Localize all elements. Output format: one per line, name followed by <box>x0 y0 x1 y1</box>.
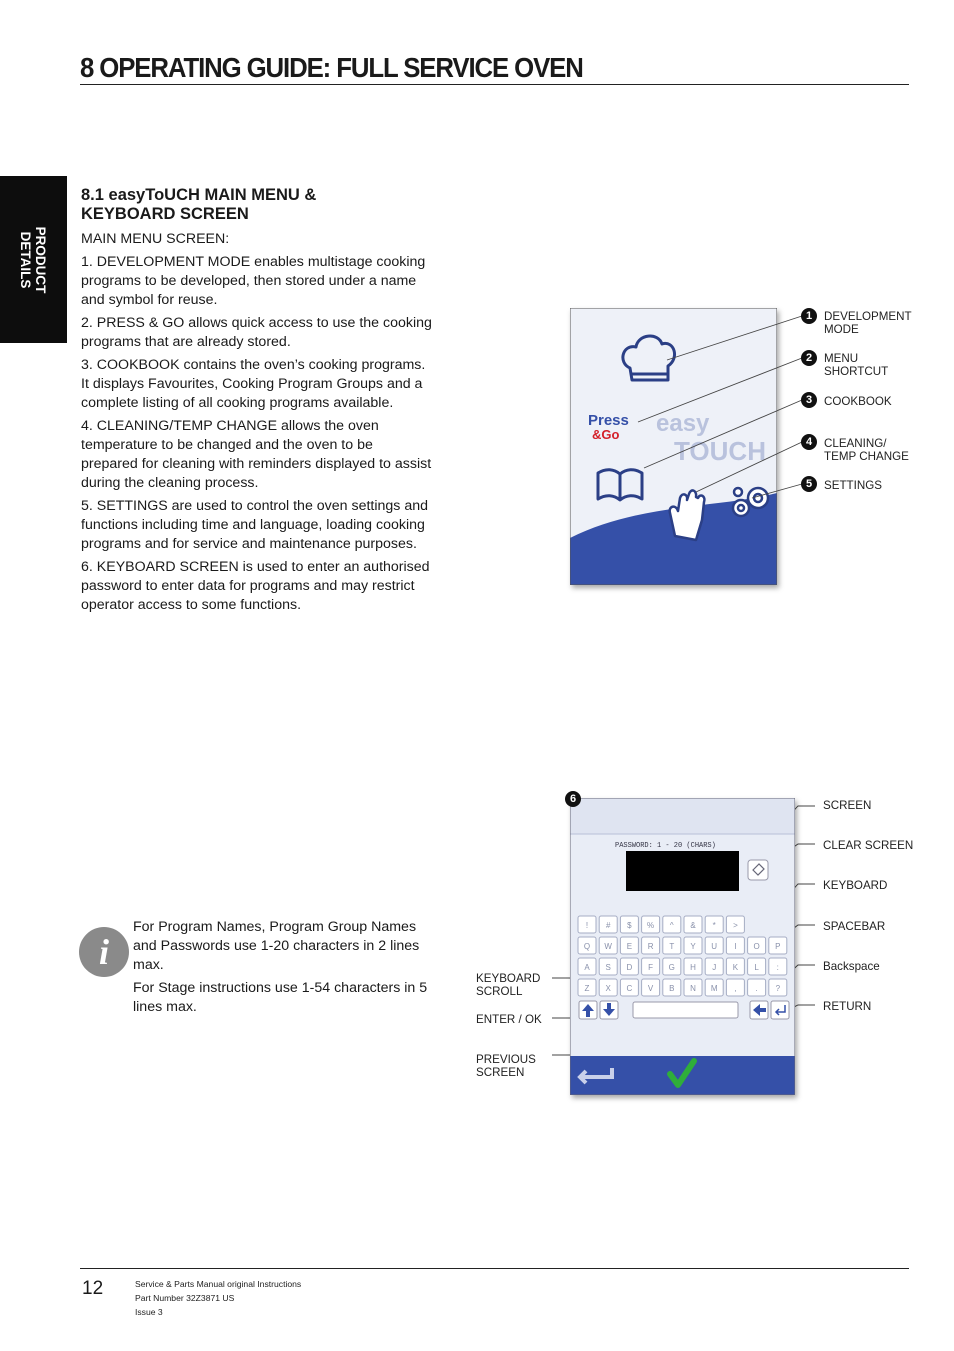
side-tab-line1: PRODUCT <box>33 226 48 294</box>
keyboard-key-label: G <box>668 963 675 972</box>
info-paragraph: For Stage instructions use 1-54 characters in 5 lines max. <box>133 980 428 1015</box>
keyboard-key-label: . <box>755 984 758 993</box>
keyboard-key-label: P <box>775 942 781 951</box>
keyboard-key-label: $ <box>627 921 632 930</box>
touch-logo: TOUCH <box>674 436 766 466</box>
callout-keyboard: KEYBOARD <box>823 879 888 892</box>
paragraph: 4. CLEANING/TEMP CHANGE allows the oven temperature to be changed and the oven to be prepared for cleaning with reminders displayed to assist during the cleaning process. <box>81 418 432 491</box>
footer-line: Part Number 32Z3871 US <box>135 1293 235 1303</box>
press-logo: Press <box>588 412 629 429</box>
password-display <box>626 851 739 891</box>
section-title-line2: KEYBOARD SCREEN <box>81 205 249 223</box>
footer-line: Service & Parts Manual original Instructions <box>135 1279 302 1289</box>
keyboard-key-label: B <box>669 984 675 993</box>
callout-development-mode <box>824 310 912 336</box>
keyboard-key-label: % <box>647 921 655 930</box>
keyboard-key-label: ? <box>775 984 781 993</box>
keyboard-key-label: L <box>754 963 759 972</box>
keyboard-key-label: R <box>647 942 654 951</box>
keyboard-key-label: E <box>626 942 633 951</box>
callout-badge-4: 4 <box>801 434 817 450</box>
keyboard-key-label: I <box>734 942 737 951</box>
keyboard-key-label: : <box>776 963 779 972</box>
side-tab-line2: DETAILS <box>18 231 33 289</box>
paragraph: 3. COOKBOOK contains the oven’s cooking programs. It displays Favourites, Cooking Program Groups and a complete listing of all cooking programs available. <box>81 357 426 411</box>
keyboard-key-label: K <box>732 963 739 972</box>
callout-menu-shortcut <box>824 352 888 378</box>
callout-line: SCROLL <box>476 985 523 998</box>
callout-badge-1: 1 <box>801 308 817 324</box>
footer-line: Issue 3 <box>135 1307 163 1317</box>
callout-return: RETURN <box>823 1000 872 1013</box>
callout-line: SETTINGS <box>824 479 882 492</box>
info-icon: i <box>79 927 129 977</box>
go-logo: &Go <box>592 427 620 442</box>
keyboard-key-label: V <box>647 984 654 993</box>
password-label: PASSWORD: 1 - 20 (CHARS) <box>615 842 716 850</box>
keyboard-key-label: Y <box>690 942 696 951</box>
callout-previous-screen <box>476 1053 536 1079</box>
callout-cookbook <box>824 395 892 408</box>
keyboard-key-label: , <box>734 984 737 993</box>
callout-line: DEVELOPMENT <box>824 310 912 323</box>
keyboard-key-label: N <box>690 984 696 993</box>
spacebar[interactable] <box>633 1002 738 1018</box>
footer-text <box>135 1277 301 1319</box>
keyboard-screen <box>570 798 795 1095</box>
callout-enter-ok: ENTER / OK <box>476 1013 542 1026</box>
page-title: 8 OPERATING GUIDE: FULL SERVICE OVEN <box>80 52 583 83</box>
keyboard-key-label: T <box>669 942 675 951</box>
callout-line: KEYBOARD <box>476 972 541 985</box>
keyboard-key-label: A <box>584 963 590 972</box>
keyboard-key-label: H <box>690 963 696 972</box>
callout-line: MENU <box>824 352 859 365</box>
callout-spacebar: SPACEBAR <box>823 920 886 933</box>
easy-logo: easy <box>656 410 710 437</box>
keyboard-key-label: U <box>711 942 718 951</box>
keyboard-key-label: O <box>753 942 760 951</box>
info-note <box>133 918 433 1021</box>
callout-line: SCREEN <box>476 1066 525 1079</box>
paragraph: 2. PRESS & GO allows quick access to use the cooking programs that are already stored. <box>81 315 432 350</box>
keyboard-key-label: ^ <box>669 921 674 930</box>
callout-cleaning-temp <box>824 437 909 463</box>
intro-text: MAIN MENU SCREEN: <box>81 231 230 247</box>
keyboard-key-label: ! <box>585 921 589 930</box>
return-button[interactable] <box>771 1001 789 1019</box>
callout-settings <box>824 479 882 492</box>
callout-backspace: Backspace <box>823 960 880 973</box>
callout-line: SHORTCUT <box>824 365 889 378</box>
keyboard-key-label: W <box>604 942 612 951</box>
keyboard-key-label: Z <box>584 984 590 993</box>
callout-screen: SCREEN <box>823 799 872 812</box>
paragraph: 6. KEYBOARD SCREEN is used to enter an authorised password to enter data for programs and may restrict operator access to some functions. <box>81 559 430 613</box>
keyboard-key-label: * <box>712 921 716 930</box>
paragraph: 1. DEVELOPMENT MODE enables multistage cooking programs to be developed, then stored under a name and symbol for reuse. <box>81 254 426 308</box>
keyboard-key-label: D <box>626 963 633 972</box>
keyboard-key-label: & <box>690 921 696 930</box>
callout-clear-screen: CLEAR SCREEN <box>823 839 914 852</box>
keyboard-key-label: S <box>605 963 611 972</box>
info-paragraph: For Program Names, Program Group Names and Passwords use 1-20 characters in 2 lines max. <box>133 919 420 973</box>
callout-line: MODE <box>824 323 859 336</box>
callout-keyboard-scroll <box>476 972 540 998</box>
callout-line: COOKBOOK <box>824 395 892 408</box>
keyboard-key-label: X <box>605 984 611 993</box>
keyboard-key-label: Q <box>583 942 591 951</box>
paragraph: 5. SETTINGS are used to control the oven settings and functions including time and language, loading cooking programs and for service and maintenance purposes. <box>81 498 428 552</box>
page-number: 12 <box>82 1278 104 1299</box>
callout-line: TEMP CHANGE <box>824 450 909 463</box>
keyboard-key-label: # <box>605 921 611 930</box>
callout-badge-3: 3 <box>801 392 817 408</box>
callout-badge-6: 6 <box>565 791 581 807</box>
callout-line: PREVIOUS <box>476 1053 536 1066</box>
callout-badge-2: 2 <box>801 350 817 366</box>
keyboard-key-label: J <box>712 963 717 972</box>
keyboard-key-label: F <box>648 963 654 972</box>
callout-badge-5: 5 <box>801 476 817 492</box>
clear-screen-button[interactable] <box>748 860 768 880</box>
keyboard-key-label: C <box>626 984 633 993</box>
section-title-line1: 8.1 easyToUCH MAIN MENU & <box>81 186 317 204</box>
callout-line: CLEANING/ <box>824 437 887 450</box>
footer-rule <box>80 1268 909 1269</box>
keyboard-key-label: M <box>710 984 718 993</box>
keyboard-key-label: > <box>733 921 738 930</box>
